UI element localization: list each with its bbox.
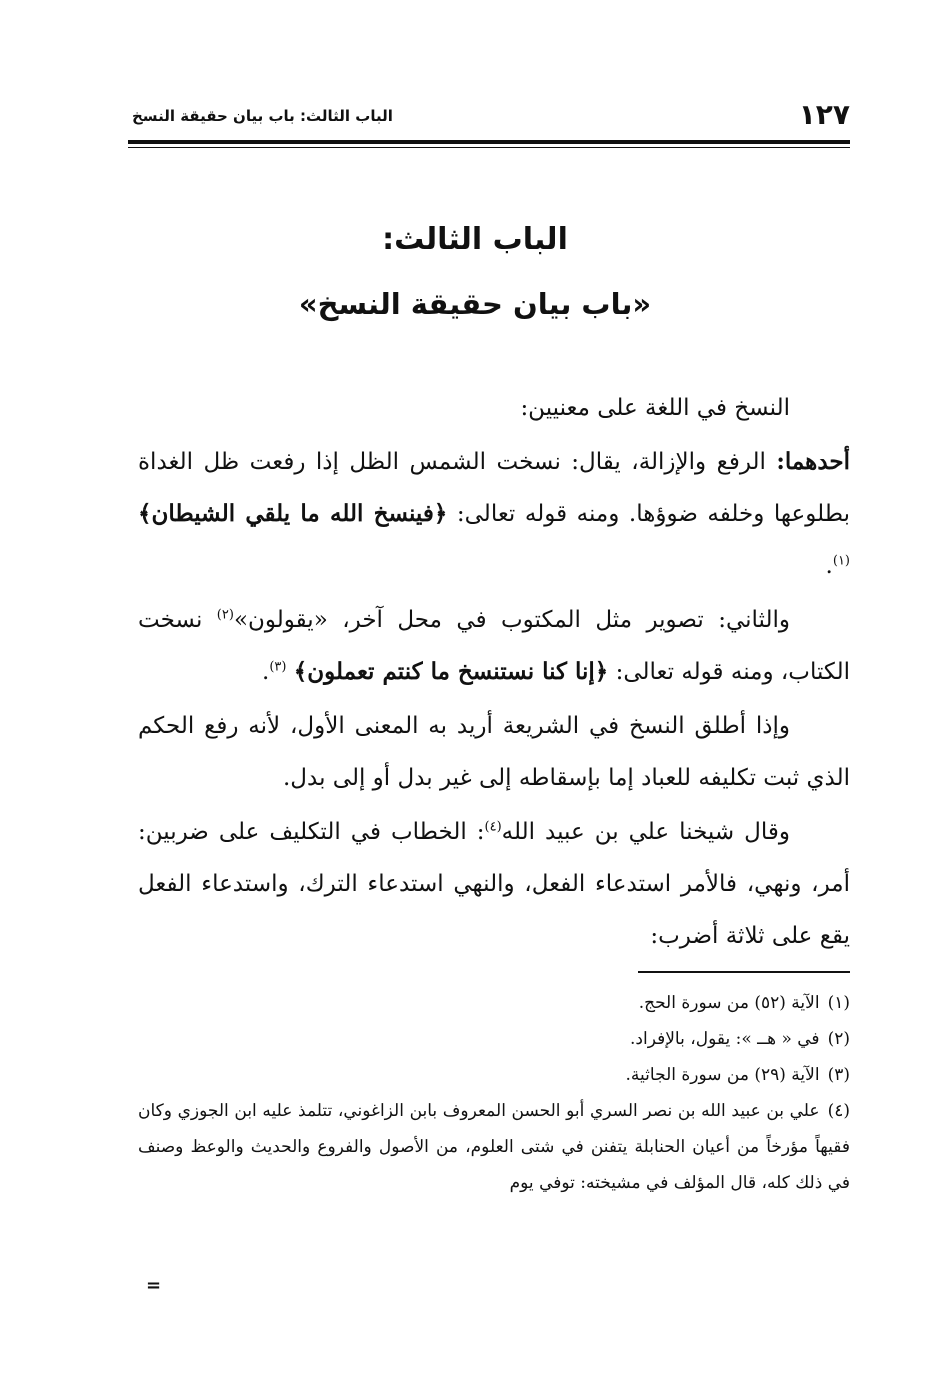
chapter-heading: الباب الثالث: [382, 222, 568, 257]
footnote-number: (١) [827, 993, 850, 1013]
paragraph-3 [138, 594, 850, 698]
footnote-ref-2: (٢) [216, 607, 234, 623]
footnote-ref-3: (٣) [269, 659, 287, 675]
footnote-text: في « هــ »: يقول، بالإفراد. [630, 1029, 820, 1049]
footnote-number: (٤) [827, 1101, 850, 1121]
paragraph-3-text-2: نسخت الكتاب، ومنه قوله تعالى: [138, 607, 850, 685]
chapter-title: «باب بيان حقيقة النسخ» [298, 287, 652, 321]
paragraph-3-end: . [262, 659, 270, 685]
footnotes [138, 985, 850, 1201]
footnote-number: (٣) [827, 1065, 850, 1085]
footnote-1 [138, 985, 850, 1021]
paragraph-5 [138, 806, 850, 962]
paragraph-5-text-2: : الخطاب في التكليف على ضربين: أمر، ونهي، فالأمر استدعاء الفعل، والنهي استدعاء الترك، واستدعاء الفعل يقع على ثلاثة أضرب: [138, 819, 850, 949]
body-text [138, 382, 850, 964]
footnote-4 [138, 1093, 850, 1201]
header-rule-thin [128, 147, 850, 148]
paragraph-2-lead: أحدهما: [776, 448, 850, 475]
footnote-text: الآية (٢٩) من سورة الجاثية. [625, 1065, 820, 1085]
quran-verse-1: ﴿فينسخ الله ما يلقي الشيطان﴾ [138, 500, 448, 527]
paragraph-3-text: والثاني: تصوير مثل المكتوب في محل آخر، «يقولون» [233, 607, 790, 633]
footnote-ref-4: (٤) [484, 819, 502, 835]
paragraph-2-text: الرفع والإزالة، يقال: نسخت الشمس الظل إذا رفعت ظل الغداة بطلوعها وخلفه ضوؤها. ومنه قوله تعالى: [138, 449, 850, 527]
paragraph-2-end: . [825, 553, 833, 579]
paragraph-2 [138, 436, 850, 592]
footnote-text: علي بن عبيد الله بن نصر السري أبو الحسن المعروف بابن الزاغوني، تتلمذ عليه ابن الجوزي وكان فقيهاً مؤرخاً من أعيان الحنابلة يتفنن في شتى العلوم، من الأصول والفروع والحديث والوعظ وصنف في ذلك كله، قال المؤلف في مشيخته: توفي يوم [138, 1101, 850, 1193]
footnote-3 [138, 1057, 850, 1093]
footnote-text: الآية (٥٢) من سورة الحج. [638, 993, 820, 1013]
page-number: ١٢٧ [798, 98, 850, 131]
paragraph-1: النسخ في اللغة على معنيين: [520, 395, 790, 421]
footnote-number: (٢) [827, 1029, 850, 1049]
quran-verse-2: ﴿إنا كنا نستنسخ ما كنتم تعملون﴾ [293, 658, 609, 685]
footnote-2 [138, 1021, 850, 1057]
continuation-mark: = [146, 1275, 162, 1296]
header-rule-thick [128, 140, 850, 144]
running-title: الباب الثالث: باب بيان حقيقة النسخ [132, 107, 393, 125]
paragraph-5-text: وقال شيخنا علي بن عبيد الله [501, 819, 790, 845]
page-header [128, 98, 850, 142]
footnote-separator [638, 971, 850, 973]
paragraph-4: وإذا أطلق النسخ في الشريعة أريد به المعنى الأول، لأنه رفع الحكم الذي ثبت تكليفه للعباد إما بإسقاطه إلى غير بدل أو إلى بدل. [138, 713, 850, 791]
footnote-ref-1: (١) [832, 553, 850, 569]
